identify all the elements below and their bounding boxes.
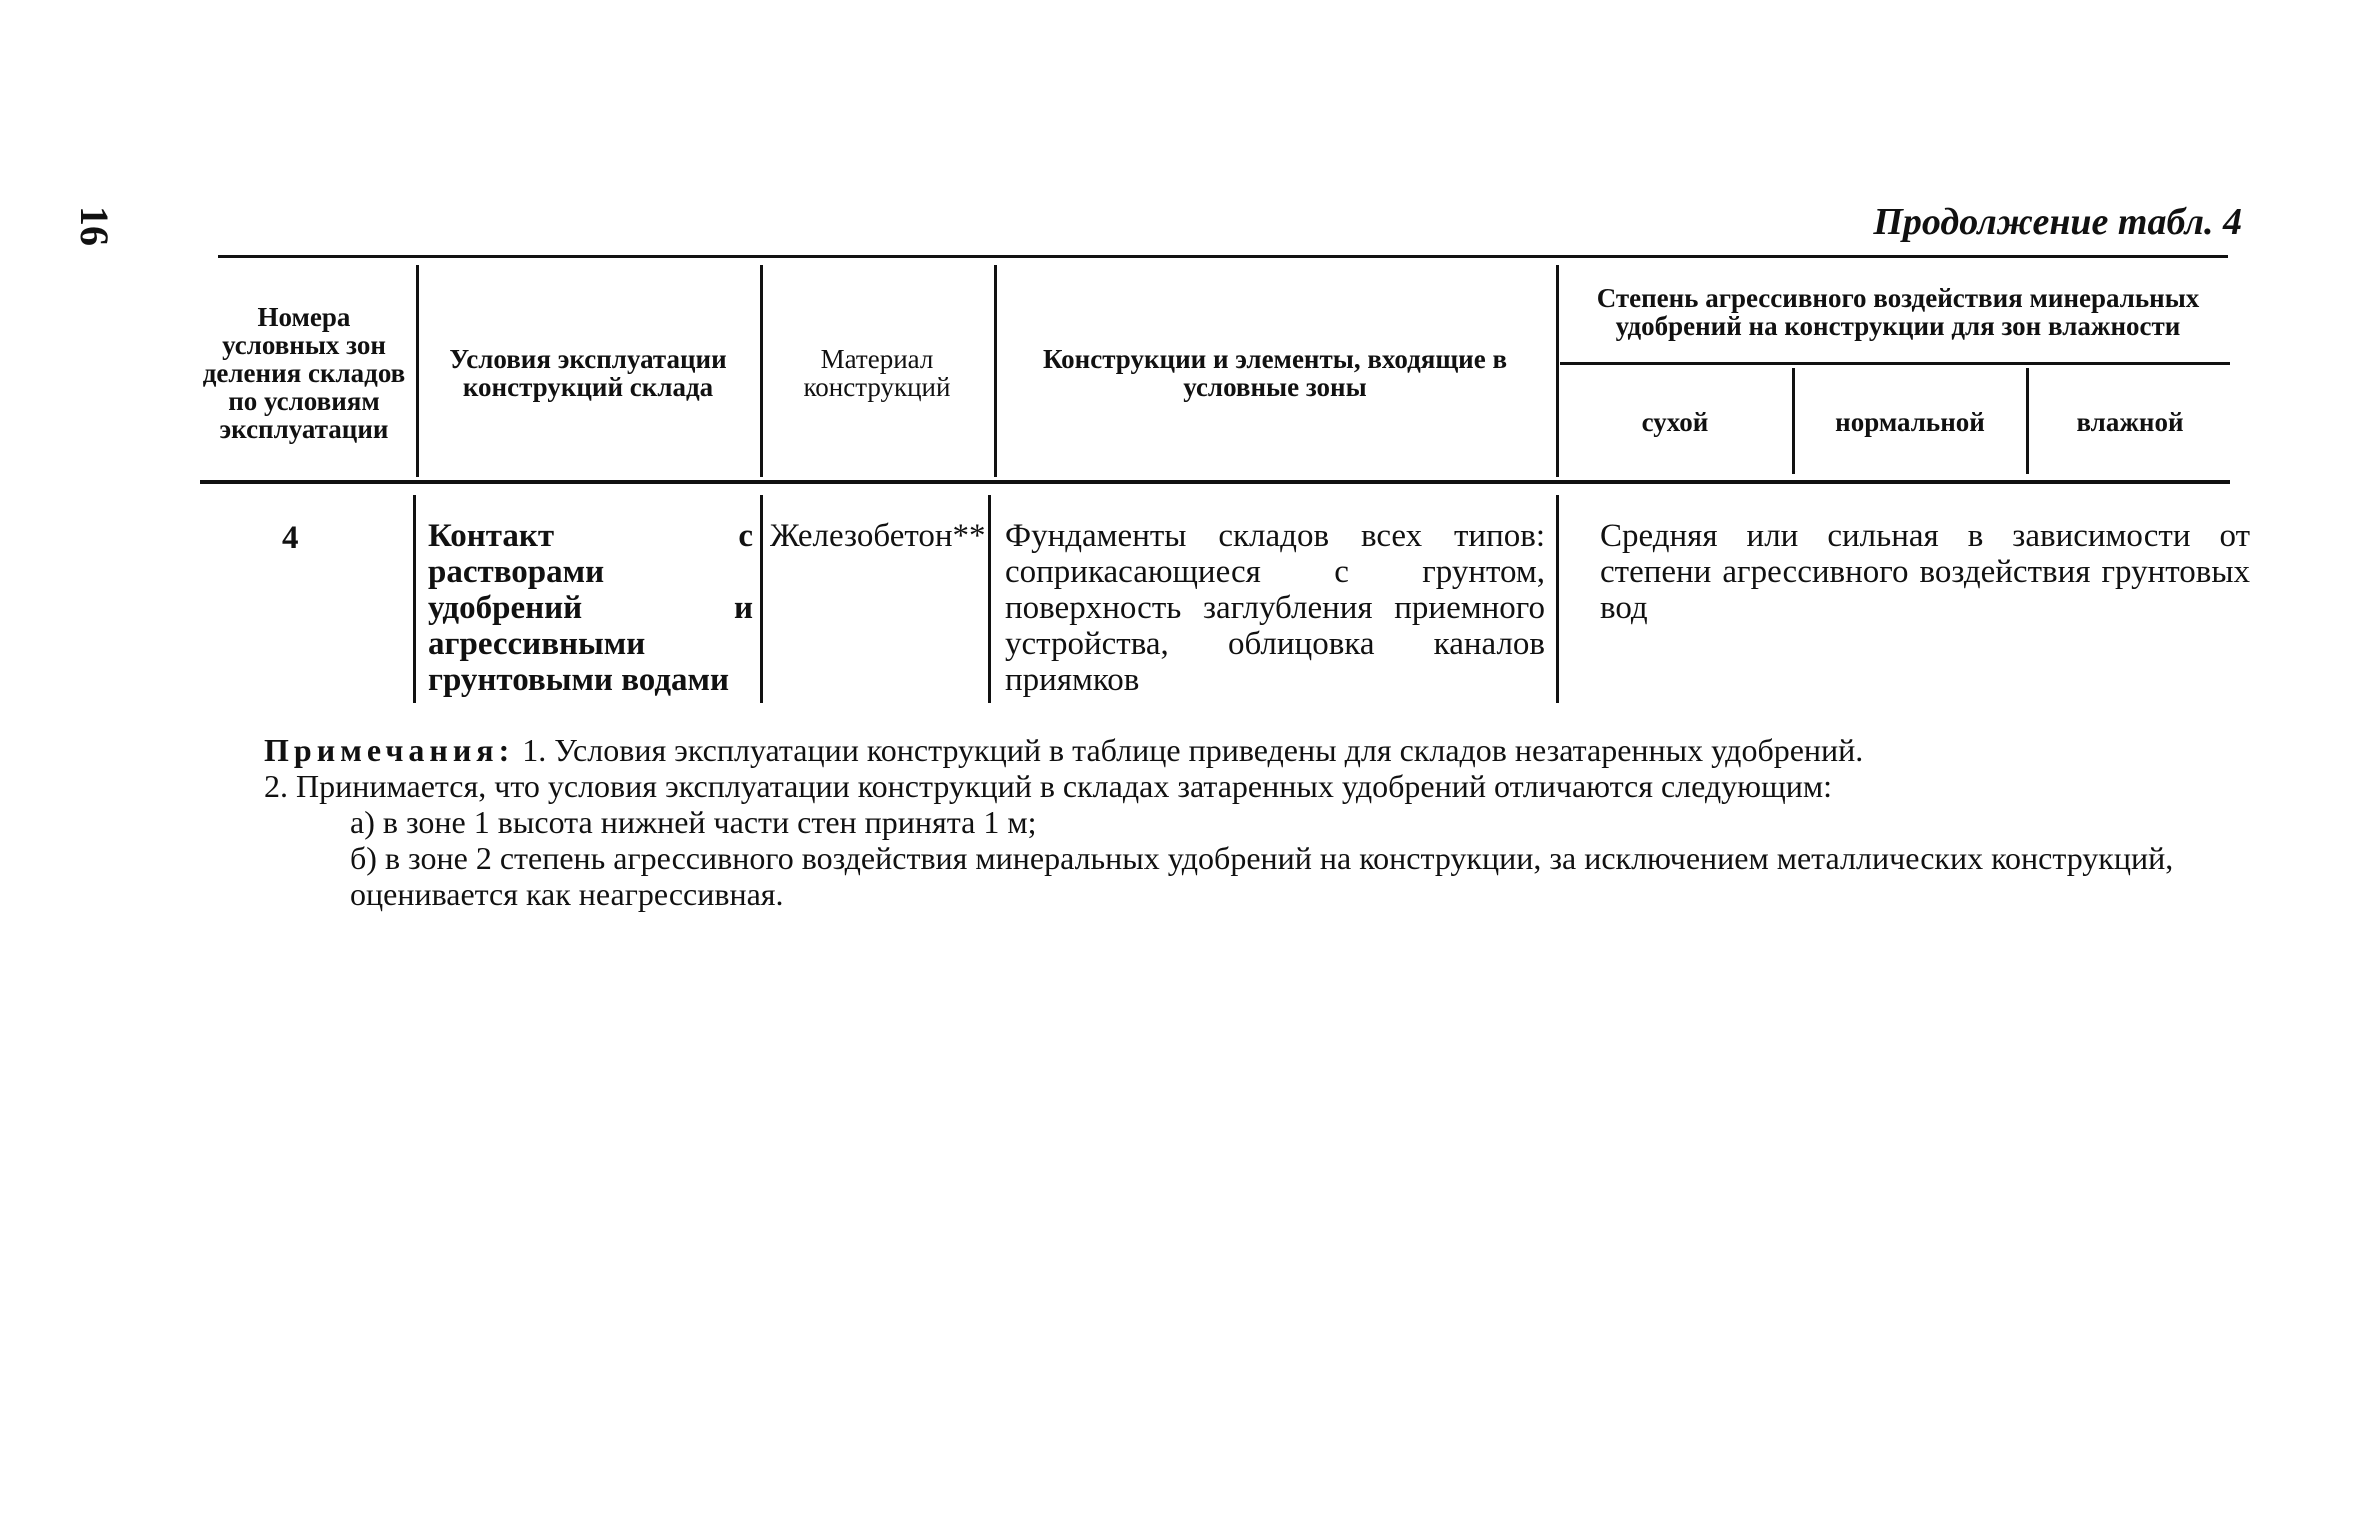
body-divider-3 xyxy=(988,495,991,703)
note-item-b: б) в зоне 2 степень агрессивного воздействия минеральных удобрений на конструкции, за исключением металлических конструкций, оценивается как неагрессивная. xyxy=(350,840,2174,912)
body-divider-2 xyxy=(760,495,763,703)
table-row-conditions: Контакт с растворами удобрений и агрессивными грунтовыми водами xyxy=(428,518,753,698)
table-row-structures: Фундаменты складов всех типов: соприкасающиеся с грунтом, поверхность заглубления приемного устройства, облицовка каналов приямков xyxy=(1005,518,1545,698)
header-normal: нормальной xyxy=(1835,407,1985,437)
header-divider-4 xyxy=(1556,265,1559,477)
header-divider-1 xyxy=(416,265,419,477)
header-degree: Степень агрессивного воздействия минеральных удобрений на конструкции для зон влажности xyxy=(1596,283,2200,341)
header-conditions: Условия эксплуатации конструкций склада xyxy=(449,343,727,402)
header-wet: влажной xyxy=(2076,407,2184,437)
note-2: 2. Принимается, что условия эксплуатации конструкций в складах затаренных удобрений отличаются следующим: xyxy=(264,768,1832,804)
degree-subheader-rule xyxy=(1560,362,2230,365)
header-bottom-rule xyxy=(200,480,2230,484)
note-1-text: 1. Условия эксплуатации конструкций в таблице приведены для складов незатаренных удобрений. xyxy=(522,732,1864,768)
header-material: Материал конструкций xyxy=(803,343,951,402)
table-row-degree: Средняя или сильная в зависимости от степени агрессивного воздействия грунтовых вод xyxy=(1600,518,2250,626)
header-structures: Конструкции и элементы, входящие в условные зоны xyxy=(1042,343,1508,402)
table-row-zone: 4 xyxy=(282,520,299,556)
notes-label: Примечания: xyxy=(264,732,515,768)
header-divider-2 xyxy=(760,265,763,477)
table-top-rule xyxy=(218,255,2228,258)
header-divider-3 xyxy=(994,265,997,477)
body-divider-1 xyxy=(413,495,416,703)
note-1 xyxy=(250,732,2230,768)
continuation-title: Продолжение табл. 4 xyxy=(1873,201,2242,243)
header-dry: сухой xyxy=(1641,407,1709,437)
header-divider-5 xyxy=(1792,368,1795,474)
note-item-a: а) в зоне 1 высота нижней части стен принята 1 м; xyxy=(350,804,1037,840)
page-number: 16 xyxy=(72,206,117,246)
notes-block xyxy=(250,732,2230,912)
header-zone-number: Номера условных зон деления складов по условиям эксплуатации xyxy=(202,301,406,444)
table-row-material: Железобетон** xyxy=(770,518,986,554)
body-divider-4 xyxy=(1556,495,1559,703)
header-divider-6 xyxy=(2026,368,2029,474)
